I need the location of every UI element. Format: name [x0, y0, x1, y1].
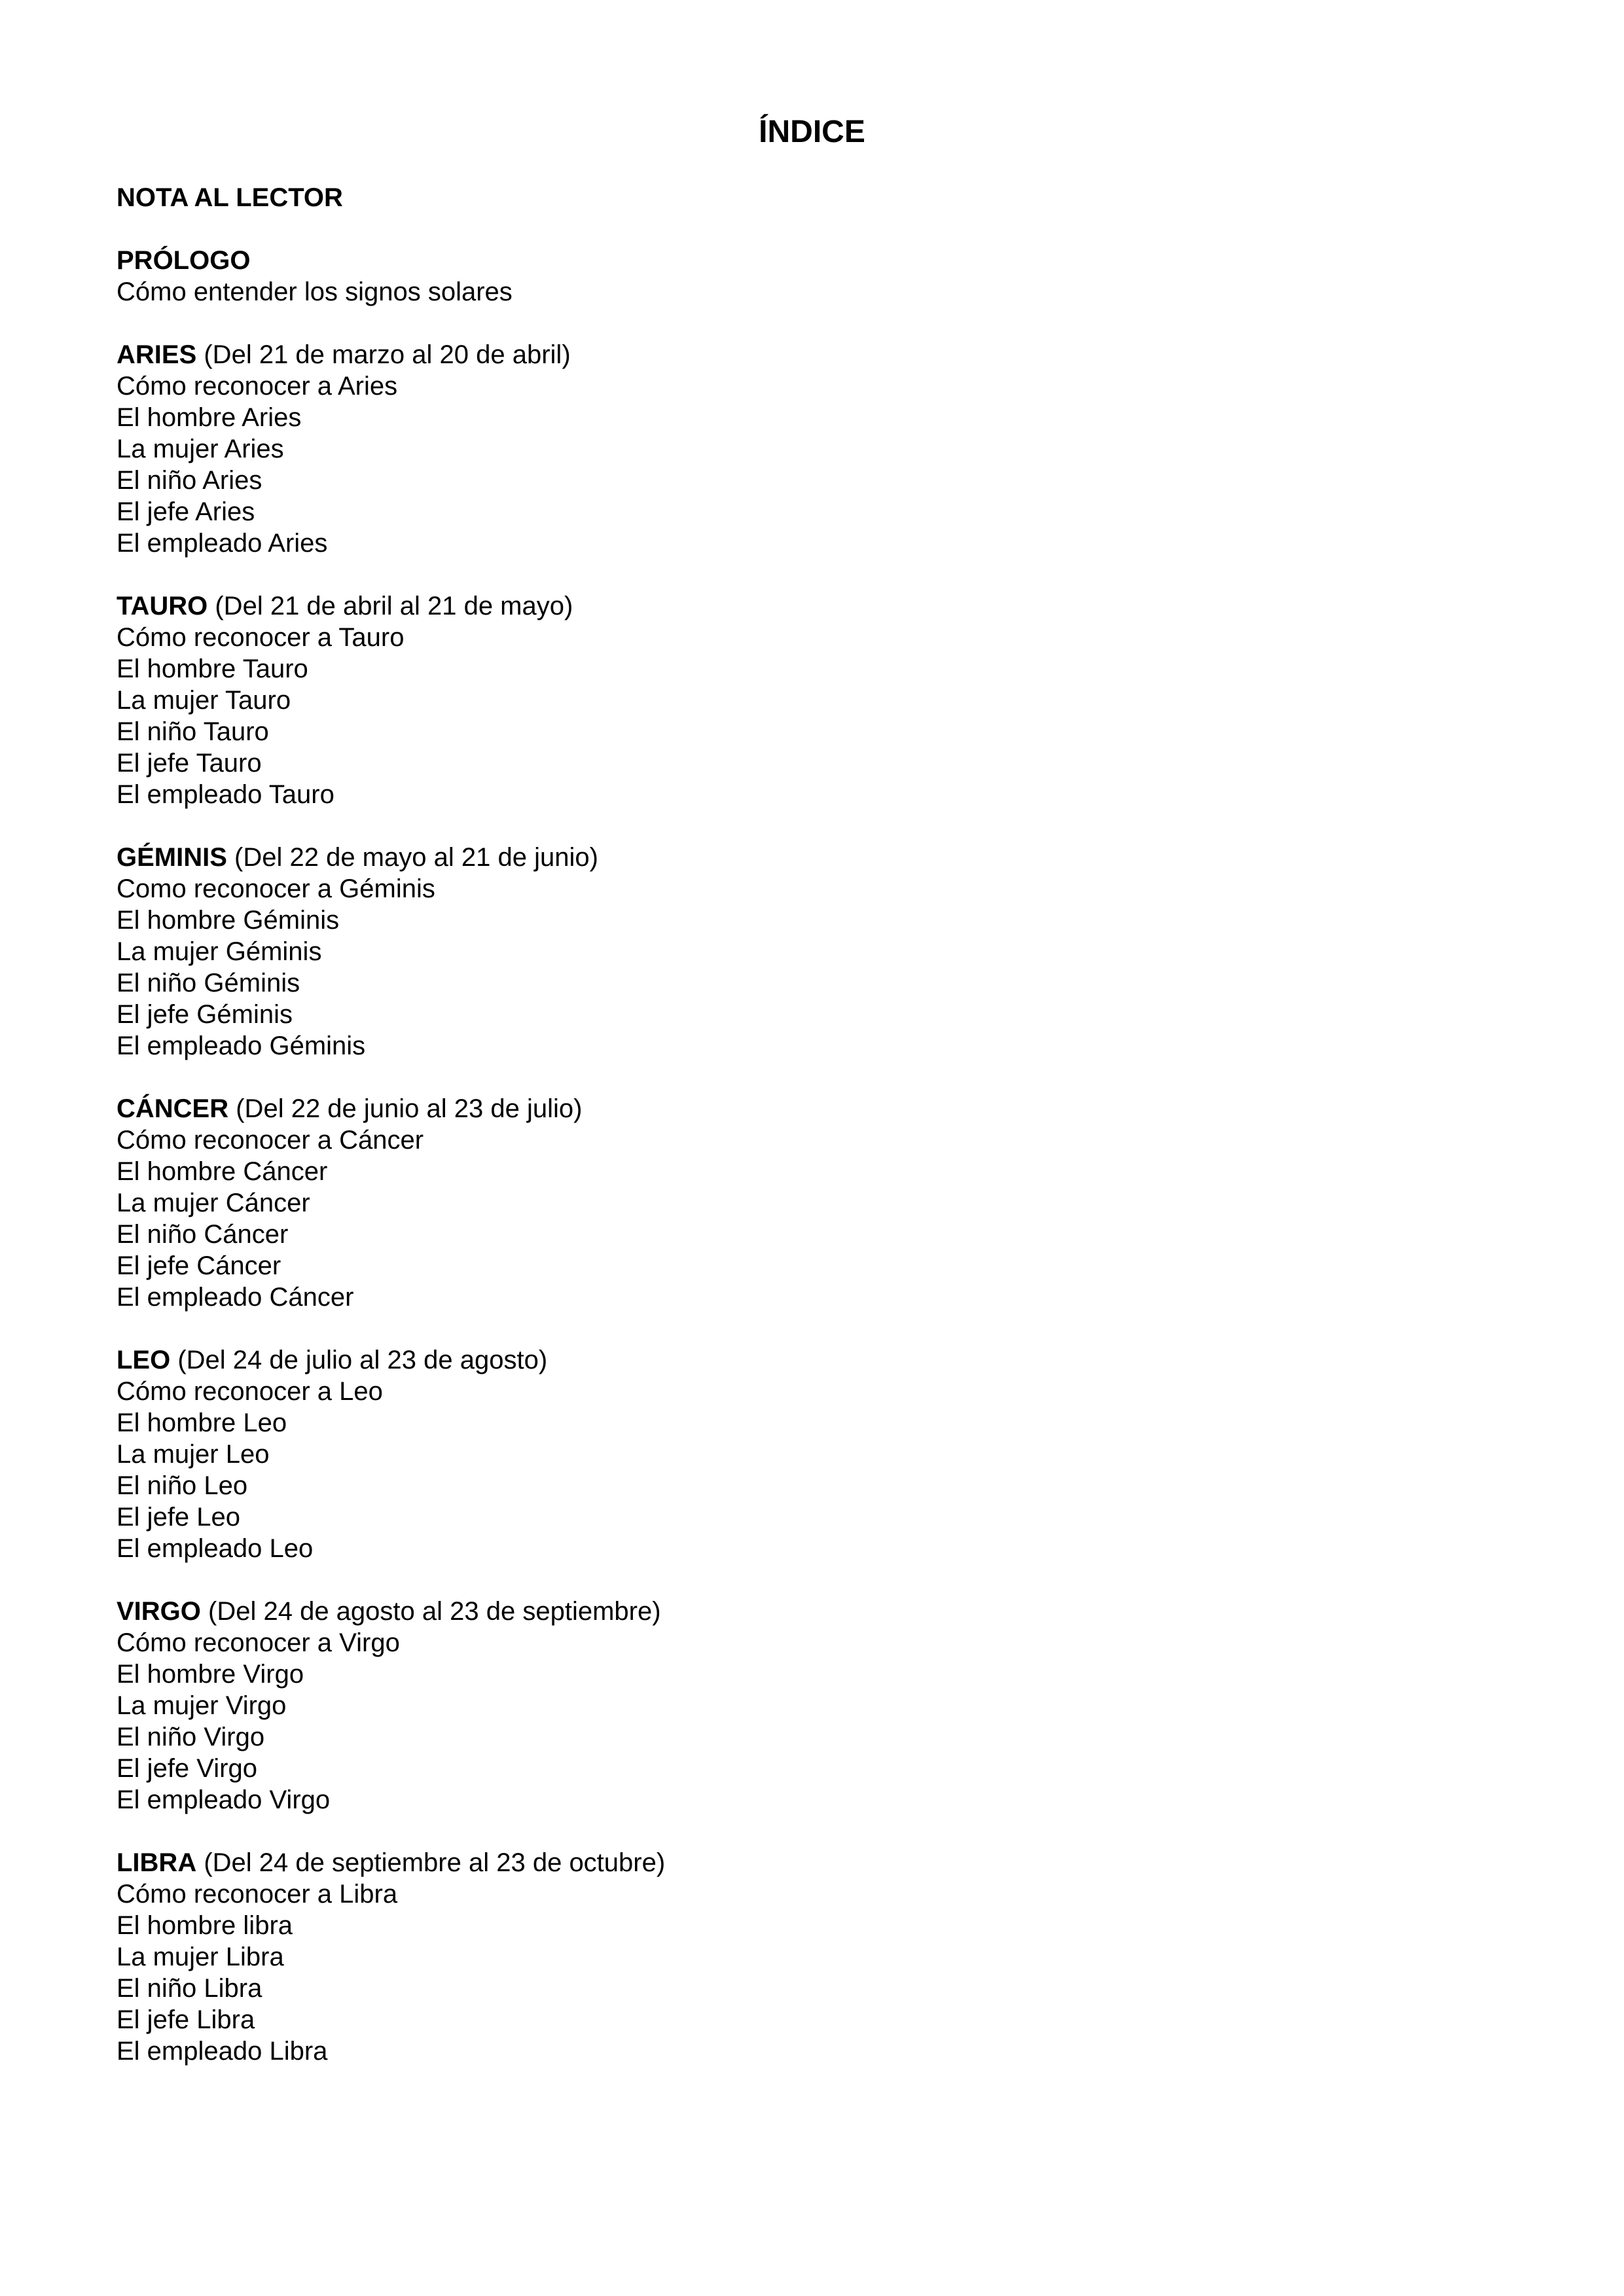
toc-section-heading: NOTA AL LECTOR	[117, 183, 343, 212]
toc-entry: El niño Cáncer	[117, 1220, 289, 1249]
toc-section-tauro	[117, 590, 1557, 810]
toc-entry: El hombre Virgo	[117, 1660, 304, 1689]
toc-section-heading-line	[117, 339, 1557, 370]
toc-section-heading-line	[117, 1344, 1557, 1376]
toc-entry: El niño Tauro	[117, 717, 269, 746]
toc-section-geminis	[117, 842, 1557, 1062]
toc-section-dates: (Del 22 de junio al 23 de julio)	[228, 1094, 583, 1123]
page-title: ÍNDICE	[759, 115, 865, 149]
toc-entry: La mujer Géminis	[117, 937, 322, 966]
toc-entry: El empleado Leo	[117, 1534, 314, 1563]
toc-section-aries	[117, 339, 1557, 559]
toc-entry: El empleado Géminis	[117, 1031, 366, 1060]
toc-section-heading-line	[117, 1847, 1557, 1878]
toc-entry: Cómo reconocer a Aries	[117, 372, 398, 401]
toc-section-dates: (Del 21 de abril al 21 de mayo)	[208, 592, 573, 620]
toc-entry: El niño Leo	[117, 1471, 248, 1500]
toc-entry: Cómo reconocer a Leo	[117, 1377, 383, 1406]
toc-section-heading: VIRGO	[117, 1597, 201, 1626]
toc-section-dates: (Del 24 de julio al 23 de agosto)	[170, 1346, 548, 1374]
toc-entry: El jefe Cáncer	[117, 1251, 281, 1280]
toc-entry: El hombre libra	[117, 1911, 293, 1940]
toc-entry: Cómo entender los signos solares	[117, 278, 513, 306]
toc-section-heading: ARIES	[117, 340, 197, 369]
toc-section-heading-line	[117, 245, 1557, 276]
toc-entry: El jefe Virgo	[117, 1754, 257, 1783]
toc-entry: La mujer Tauro	[117, 686, 291, 715]
toc-section-nota-al-lector	[117, 182, 1557, 213]
toc-entry: El empleado Cáncer	[117, 1283, 354, 1312]
toc-entry: El empleado Virgo	[117, 1785, 331, 1814]
toc-entry: La mujer Cáncer	[117, 1189, 310, 1217]
toc-entry: El empleado Libra	[117, 2037, 328, 2066]
toc-entry: El empleado Tauro	[117, 780, 334, 809]
toc-entry: El jefe Tauro	[117, 749, 262, 778]
toc-section-virgo	[117, 1596, 1557, 1816]
toc-entry: Cómo reconocer a Tauro	[117, 623, 405, 652]
toc-entry: El hombre Aries	[117, 403, 302, 432]
toc-entry: El jefe Aries	[117, 497, 255, 526]
toc-section-heading: PRÓLOGO	[117, 246, 251, 275]
toc-section-leo	[117, 1344, 1557, 1564]
toc-entry: La mujer Leo	[117, 1440, 270, 1469]
toc-section-heading: GÉMINIS	[117, 843, 227, 872]
toc-section-prologo	[117, 245, 1557, 308]
toc-entry: El hombre Cáncer	[117, 1157, 328, 1186]
toc-entry: El jefe Libra	[117, 2005, 255, 2034]
toc-section-dates: (Del 21 de marzo al 20 de abril)	[196, 340, 571, 369]
table-of-contents	[117, 182, 1557, 2098]
toc-section-heading-line	[117, 1093, 1557, 1124]
toc-entry: Cómo reconocer a Cáncer	[117, 1126, 424, 1155]
toc-entry: El empleado Aries	[117, 529, 328, 558]
toc-entry: El hombre Tauro	[117, 655, 308, 683]
toc-entry: Como reconocer a Géminis	[117, 874, 435, 903]
toc-section-heading-line	[117, 590, 1557, 622]
toc-section-heading: CÁNCER	[117, 1094, 229, 1123]
toc-section-heading-line	[117, 1596, 1557, 1627]
toc-section-dates: (Del 22 de mayo al 21 de junio)	[226, 843, 598, 872]
toc-entry: El niño Géminis	[117, 969, 300, 997]
toc-section-heading: LEO	[117, 1346, 171, 1374]
toc-entry: La mujer Libra	[117, 1943, 284, 1971]
toc-entry: El niño Libra	[117, 1974, 262, 2003]
toc-entry: La mujer Aries	[117, 435, 284, 463]
toc-section-libra	[117, 1847, 1557, 2067]
toc-section-heading: LIBRA	[117, 1848, 197, 1877]
toc-entry: Cómo reconocer a Libra	[117, 1880, 398, 1909]
toc-section-dates: (Del 24 de agosto al 23 de septiembre)	[200, 1597, 661, 1626]
toc-entry: El hombre Géminis	[117, 906, 340, 935]
toc-entry: Cómo reconocer a Virgo	[117, 1628, 400, 1657]
toc-section-heading-line	[117, 182, 1557, 213]
toc-entry: El jefe Géminis	[117, 1000, 293, 1029]
toc-entry: El niño Aries	[117, 466, 262, 495]
toc-section-heading-line	[117, 842, 1557, 873]
toc-entry: El jefe Leo	[117, 1503, 241, 1532]
toc-entry: La mujer Virgo	[117, 1691, 287, 1720]
toc-entry: El hombre Leo	[117, 1408, 287, 1437]
toc-entry: El niño Virgo	[117, 1723, 265, 1751]
toc-section-cancer	[117, 1093, 1557, 1313]
toc-section-heading: TAURO	[117, 592, 208, 620]
toc-section-dates: (Del 24 de septiembre al 23 de octubre)	[196, 1848, 666, 1877]
